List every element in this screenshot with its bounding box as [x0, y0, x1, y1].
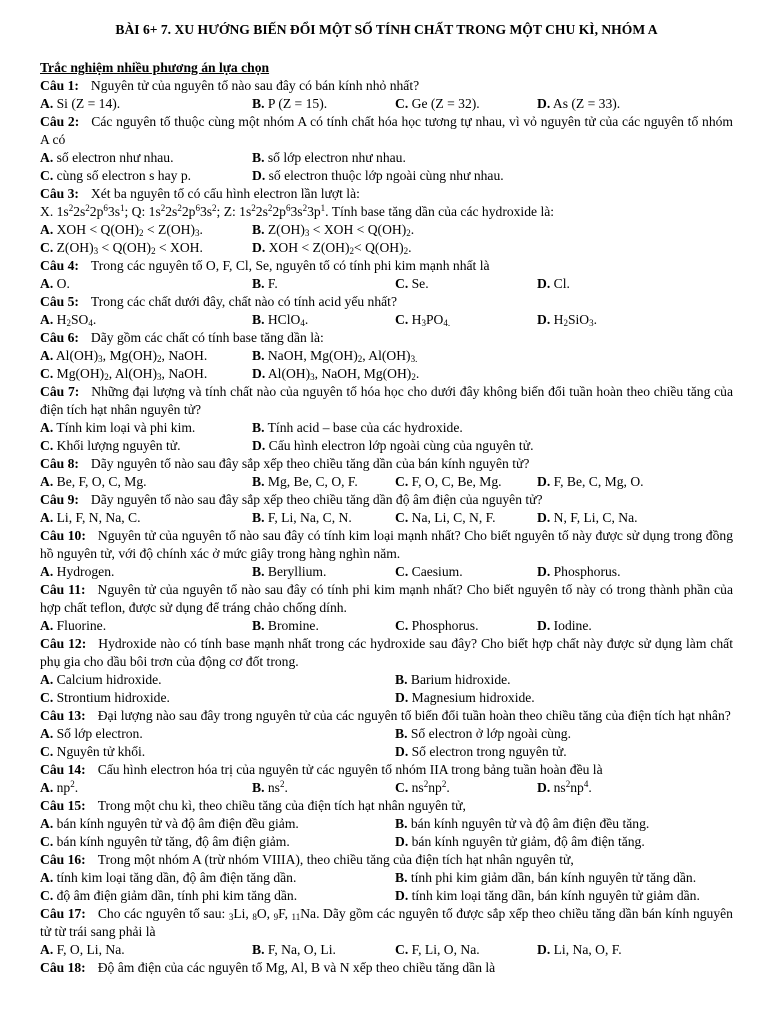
q2-options-ab: A. số electron như nhau. B. số lớp electron như nhau. [40, 150, 406, 165]
question-7: Câu 7: Những đại lượng và tính chất nào của nguyên tố hóa học cho dưới đây không biến đổi tuần hoàn theo chiều tăng của điện tích hạt nhân nguyên tử? [40, 384, 733, 417]
question-4: Câu 4: Trong các nguyên tố O, F, Cl, Se, nguyên tố có tính phi kim mạnh nhất là [40, 258, 490, 273]
q16-options-ab: A. tính kim loại tăng dần, độ âm điện tăng dần. B. tính phi kim giảm dần, bán kính nguyên tử tăng dần. [40, 870, 697, 885]
q13-options-ab: A. Số lớp electron. B. Số electron ở lớp ngoài cùng. [40, 726, 571, 741]
q14-options: A. $np^2$. B. $ns^2$. C. $ns^2np^2$. D. $ns^2np^4$. [40, 779, 592, 795]
q11-options: A. Fluorine. B. Bromine. C. Phosphorus. D. Iodine. [40, 618, 592, 633]
question-17: Câu 17: Cho các nguyên tố sau: $_3$Li, $_8$O, $_9$F, $_{11}$Na. Dãy gồm các nguyên tố được sắp xếp theo chiều tăng dần bán kính nguyên tử từ trái sang phải là [40, 906, 733, 939]
q15-options-ab: A. bán kính nguyên tử và độ âm điện đều giảm. B. bán kính nguyên tử và độ âm điện đều tăng. [40, 816, 650, 831]
q17-options: A. F, O, Li, Na. B. F, Na, O, Li. C. F, Li, O, Na. D. Li, Na, O, F. [40, 942, 622, 957]
q3-configurations: X. $1s^22s^22p^63s^1$; Q: $1s^22s^22p^63s^2$; Z: $1s^22s^22p^63s^23p^1$. Tính base tăng dần của các hydroxide là: [40, 203, 555, 219]
page-title: BÀI 6+ 7. XU HƯỚNG BIẾN ĐỔI MỘT SỐ TÍNH CHẤT TRONG MỘT CHU KÌ, NHÓM A [115, 22, 658, 37]
question-5: Câu 5: Trong các chất dưới đây, chất nào có tính acid yếu nhất? [40, 294, 397, 309]
q5-options: A. $H_2SO_4$. B. HClO$_4$. C. $H_3PO_{4.}$ D. $H_2SiO_3$. [40, 312, 597, 328]
question-13: Câu 13: Đại lượng nào sau đây trong nguyên tử của các nguyên tố biến đổi tuần hoàn theo chiều tăng của điện tích hạt nhân? [40, 708, 731, 723]
question-1: Câu 1: Nguyên tử của nguyên tố nào sau đây có bán kính nhỏ nhất? [40, 78, 420, 93]
q12-options-ab: A. Calcium hidroxide. B. Barium hidroxide. [40, 672, 511, 687]
q3-options-ab: A. XOH < $Q(OH)_2 < Z(OH)_3$. B. $Z(OH)_3$ < XOH < $Q(OH)_2$. [40, 222, 415, 238]
q13-options-cd: C. Nguyên tử khối. D. Số electron trong nguyên tử. [40, 744, 567, 759]
q7-options-ab: A. Tính kim loại và phi kim. B. Tính acid – base của các hydroxide. [40, 420, 463, 435]
q1-options: A. Si (Z = 14). B. P (Z = 15). C. Ge (Z = 32). D. As (Z = 33). [40, 96, 621, 111]
question-6: Câu 6: Dãy gồm các chất có tính base tăng dần là: [40, 330, 324, 345]
question-12: Câu 12: Hydroxide nào có tính base mạnh nhất trong các hydroxide sau đây? Cho biết hợp chất này được sử dụng làm chất phụ gia cho dầu bôi trơn của động cơ đốt trong. [40, 636, 733, 669]
q3-options-cd: C. $Z(OH)_3 < Q(OH)_2$ < XOH. D. XOH < $Z(OH)_2< Q(OH)_2$. [40, 240, 412, 256]
question-2: Câu 2: Các nguyên tố thuộc cùng một nhóm A có tính chất hóa học tương tự nhau, vì vỏ nguyên tử của các nguyên tố nhóm A có [40, 114, 733, 147]
q10-options: A. Hydrogen. B. Beryllium. C. Caesium. D. Phosphorus. [40, 564, 621, 579]
document-page [40, 21, 733, 977]
question-14: Câu 14: Cấu hình electron hóa trị của nguyên tử các nguyên tố nhóm IIA trong bảng tuần hoàn đều là [40, 762, 603, 777]
question-16: Câu 16: Trong một nhóm A (trừ nhóm VIIIA), theo chiều tăng của điện tích hạt nhân nguyên tử, [40, 852, 574, 867]
question-3: Câu 3: Xét ba nguyên tố có cấu hình electron lần lượt là: [40, 186, 360, 201]
q6-options-ab: A. $Al(OH)_3$, $Mg(OH)_2$, NaOH. B. NaOH, $Mg(OH)_2$, $Al(OH)_{3.}$ [40, 348, 418, 364]
q2-options-cd: C. cùng số electron s hay p. D. số electron thuộc lớp ngoài cùng như nhau. [40, 168, 504, 183]
question-15: Câu 15: Trong một chu kì, theo chiều tăng của điện tích hạt nhân nguyên tử, [40, 798, 466, 813]
q15-options-cd: C. bán kính nguyên tử tăng, độ âm điện giảm. D. bán kính nguyên tử giảm, độ âm điện tăng. [40, 834, 645, 849]
q9-options: A. Li, F, N, Na, C. B. F, Li, Na, C, N. C. Na, Li, C, N, F. D. N, F, Li, C, Na. [40, 510, 638, 525]
q16-options-cd: C. độ âm điện giảm dần, tính phi kim tăng dần. D. tính kim loại tăng dần, bán kính nguyên tử giảm dần. [40, 888, 700, 903]
question-11: Câu 11: Nguyên tử của nguyên tố nào sau đây có tính phi kim mạnh nhất? Cho biết nguyên tố này có trong thành phần của hợp chất teflon, được sử dụng để tráng chảo chống dính. [40, 582, 733, 615]
q7-options-cd: C. Khối lượng nguyên tử. D. Cấu hình electron lớp ngoài cùng của nguyên tử. [40, 438, 534, 453]
question-9: Câu 9: Dãy nguyên tố nào sau đây sắp xếp theo chiều tăng dần độ âm điện của nguyên tử? [40, 492, 543, 507]
q8-options: A. Be, F, O, C, Mg. B. Mg, Be, C, O, F. C. F, O, C, Be, Mg. D. F, Be, C, Mg, O. [40, 474, 644, 489]
section-heading: Trắc nghiệm nhiều phương án lựa chọn [40, 60, 270, 75]
question-18: Câu 18: Độ âm điện của các nguyên tố Mg, Al, B và N xếp theo chiều tăng dần là [40, 960, 496, 975]
q12-options-cd: C. Strontium hidroxide. D. Magnesium hidroxide. [40, 690, 535, 705]
q4-options: A. O. B. F. C. Se. D. Cl. [40, 276, 570, 291]
question-8: Câu 8: Dãy nguyên tố nào sau đây sắp xếp theo chiều tăng dần của bán kính nguyên tử? [40, 456, 530, 471]
question-10: Câu 10: Nguyên tử của nguyên tố nào sau đây có tính kim loại mạnh nhất? Cho biết nguyên tố này được sử dụng trong đồng hồ nguyên tử, với độ chính xác ở mức giây trong hàng nghìn năm. [40, 528, 733, 561]
q6-options-cd: C. $Mg(OH)_2$, $Al(OH)_3$, NaOH. D. $Al(OH)_3$, NaOH, $Mg(OH)_2$. [40, 366, 420, 382]
